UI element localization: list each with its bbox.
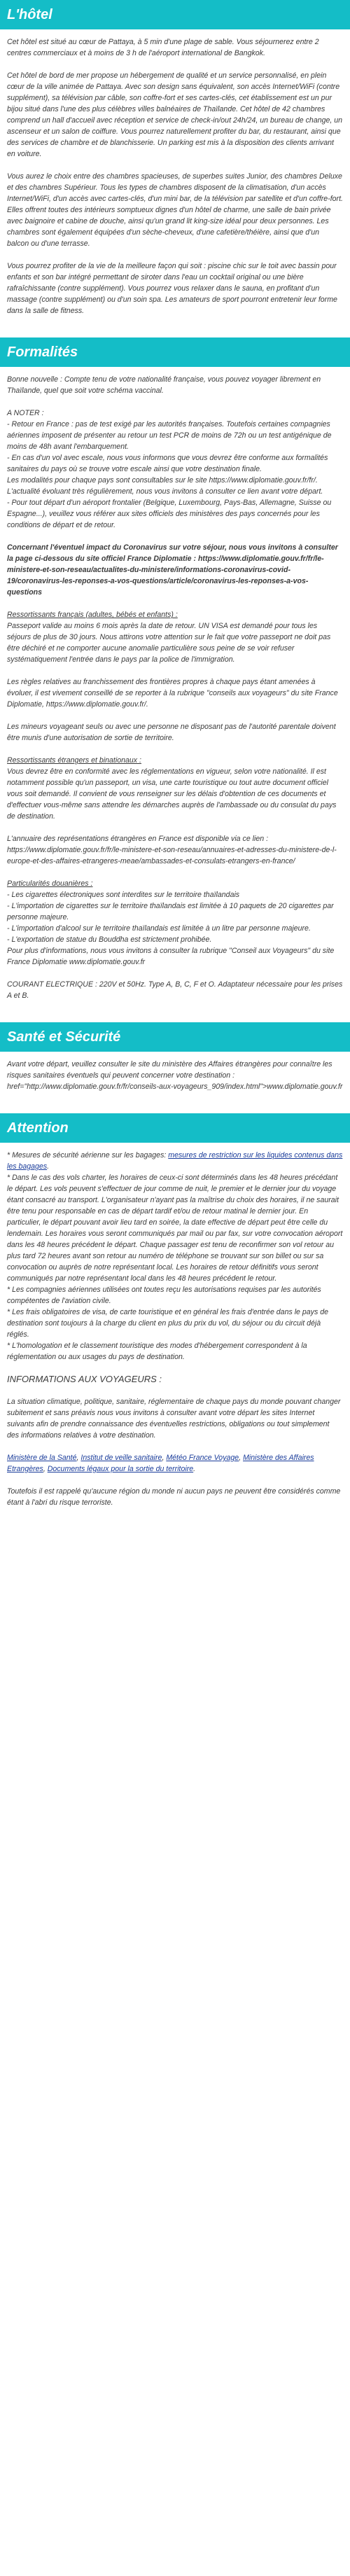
ressortissants-text: Passeport valide au moins 6 mois après la date de retour. UN VISA est demandé pour tous les séjours de plus de 30 jours. Nous attirons votre attention sur le fait que votre passeport ne doit pas être déchiré et ne comporter aucune anomalie particulière sous peine de se voir refuser systématiquement l'entrée dans le pays par la police de l'immigration.	[7, 622, 331, 664]
hotel-paragraph-4: Vous pourrez profiter de la vie de la meilleure façon qui soit : piscine chic sur le toit avec bassin pour enfants et son bar intégré permettant de siroter dans l'eau un cocktail original ou une bière rafraîchissante (contre supplément). Vous pourrez vous relaxer dans le sauna, en profitant d'un massage (contre supplément) ou d'un soin spa. Les amateurs de sport pourront entretenir leur forme dans la salle de fitness.	[7, 262, 337, 315]
sante-text: Avant votre départ, veuillez consulter le site du ministère des Affaires étrangères pour connaître les risques sanitaires éventuels qui peuvent concerner votre destination : href="http://www.diplomatie.gouv.fr/fr/conseils-aux-voyageurs_909/index.html">www.diplomatie.gouv.fr	[7, 1060, 343, 1091]
hotel-title: L'hôtel	[0, 0, 350, 29]
douane-heading: Particularités douanières :	[7, 879, 93, 888]
hotel-body	[0, 29, 350, 337]
hotel-paragraph-3: Vous aurez le choix entre des chambres spacieuses, de superbes suites Junior, des chambres Deluxe et des chambres Supérieur. Tous les types de chambres disposent de la climatisation, d'un accès Internet/WiFi, d'un accès avec cartes-clés, d'un mini bar, de la télévision par satellite et d'un coffre-fort. Elles offrent toutes des intérieurs somptueux dignes d'un hôtel de charme, une salle de bain privée avec baignoire et cabine de douche, ainsi qu'un grand lit king-size idéal pour deux personnes. Les chambres sont également équipées d'un sèche-cheveux, d'une cafetière/théière, ainsi que d'un balcon ou d'une terrasse.	[7, 172, 343, 248]
official-links: Ministère de la Santé, Institut de veille sanitaire, Météo France Voyage, Ministère des Affaires Etrangères, Documents légaux pour la sortie du territoire.	[7, 1454, 314, 1473]
meteo-france-link[interactable]: Météo France Voyage	[166, 1454, 239, 1462]
nota-line: - En cas d'un vol avec escale, nous vous informons que vous devrez être conforme aux formalités sanitaires du pays où se trouve votre escale ainsi que votre destination finale.	[7, 454, 328, 473]
frais-notice: * Les frais obligatoires de visa, de carte touristique et en général les frais d'entrée dans le pays de destination sont toujours à la charge du client en plus du prix du vol, du séjour ou du circuit déjà réglés.	[7, 1308, 328, 1339]
attention-title: Attention	[0, 1113, 350, 1143]
liquides-restriction-link[interactable]: mesures de restriction sur les liquides contenus dans les bagages	[7, 1151, 343, 1171]
attention-section	[0, 1113, 350, 1529]
attention-body	[0, 1143, 350, 1529]
ressortissants-heading: Ressortissants français (adultes, bébés et enfants) :	[7, 611, 178, 619]
formalites-title: Formalités	[0, 337, 350, 367]
bagages-suffix: .	[47, 1162, 50, 1171]
bagages-notice	[7, 1150, 343, 1172]
hotel-section	[0, 0, 350, 337]
terrorisme-notice: Toutefois il est rappelé qu'aucune région du monde ni aucun pays ne peuvent être considérés comme étant à l'abri du risque terroriste.	[7, 1487, 341, 1507]
douane-line: - L'importation d'alcool sur le territoire thaïlandais est limitée à un litre par personne majeure.	[7, 924, 311, 933]
formalites-intro: Bonne nouvelle : Compte tenu de votre nationalité française, vous pouvez voyager librement en Thaïlande, quel que soit votre schéma vaccinal.	[7, 375, 321, 395]
nota-line: - Retour en France : pas de test exigé par les autorités françaises. Toutefois certaines compagnies aériennes imposent de présenter au retour un test PCR de moins de 72h ou un test antigénique de moins de 48h avant l'embarquement.	[7, 420, 332, 451]
hotel-paragraph-2: Cet hôtel de bord de mer propose un hébergement de qualité et un service personnalisé, en plein cœur de la ville animée de Pattaya. Avec son design sans équivalent, son accès Internet/WiFi (contre supplément), sa télévision par câble, son coffre-fort et ses cartes-clés, cet établissement est un pur bijou situé dans l'une des plus célèbres villes balnéaires de Thaïlande. Cet hôtel de 42 chambres comprend un hall d'accueil avec réception et service de check-in/out 24h/24, un bureau de change, un ascenseur et un salon de coiffure. Vous pourrez naturellement profiter du bar, du restaurant, ainsi que des services de chambre et de blanchisserie. Un parking est mis à la disposition des clients arrivant en voiture.	[7, 71, 343, 158]
info-text: La situation climatique, politique, sanitaire, réglementaire de chaque pays du monde pouvant changer subitement et sans préavis nous vous invitons à consulter avant votre départ les sites Internet suivants afin de prendre connaissance des éventuelles restrictions, obligations ou tout simplement des informations relatives à votre destination.	[7, 1398, 341, 1440]
documents-legaux-link[interactable]: Documents légaux pour la sortie du territoire	[47, 1465, 194, 1473]
mineurs-text: Les mineurs voyageant seuls ou avec une personne ne disposant pas de l'autorité parentale doivent être munis d'une autorisation de sortie de territoire.	[7, 723, 336, 742]
douane-line: - L'exportation de statue du Bouddha est strictement prohibée.	[7, 935, 212, 944]
formalites-body	[0, 367, 350, 1022]
affaires-etrangeres-link[interactable]: Ministère des Affaires Etrangères	[7, 1454, 314, 1473]
douane-line: Pour plus d'informations, nous vous invitons à consulter la rubrique "Conseil aux Voyageurs" du site France Diplomatie www.diplomatie.gouv.fr	[7, 947, 335, 966]
bagages-prefix: * Mesures de sécurité aérienne sur les bagages:	[7, 1151, 169, 1160]
nota-line: Les modalités pour chaque pays sont consultables sur le site https://www.diplomatie.gouv.fr/fr/. L'actualité évoluant très régulièrement, nous vous invitons à consulter ce lien avant votre départ.	[7, 476, 323, 496]
compagnies-notice: * Les compagnies aériennes utilisées ont toutes reçu les autorisations requises par les autorités compétentes de l'aviation civile.	[7, 1286, 321, 1305]
sante-ministry-link[interactable]: Ministère de la Santé	[7, 1454, 77, 1462]
veille-sanitaire-link[interactable]: Institut de veille sanitaire	[80, 1454, 162, 1462]
info-heading: INFORMATIONS AUX VOYAGEURS :	[7, 1374, 162, 1384]
homologation-notice: * L'homologation et le classement touristique des modes d'hébergement correspondent à la réglementation ou aux usages du pays de destination.	[7, 1342, 307, 1361]
binationaux-heading: Ressortissants étrangers et binationaux :	[7, 756, 141, 765]
hotel-paragraph-1: Cet hôtel est situé au cœur de Pattaya, à 5 min d'une plage de sable. Vous séjournerez entre 2 centres commerciaux et à moins de 3 h de l'aéroport international de Bangkok.	[7, 38, 319, 57]
douane-line: - L'importation de cigarettes sur le territoire thaïlandais est limitée à 10 paquets de 20 cigarettes par personne majeure.	[7, 902, 334, 921]
regles-text: Les règles relatives au franchissement des frontières propres à chaque pays étant amenées à évoluer, il est vivement conseillé de se reporter à la rubrique "conseils aux voyageurs" du site France Diplomatie, https://www.diplomatie.gouv.fr/.	[7, 678, 338, 709]
douane-line: - Les cigarettes électroniques sont interdites sur le territoire thaïlandais	[7, 891, 240, 899]
nota-line: - Pour tout départ d'un aéroport frontalier (Belgique, Luxembourg, Pays-Bas, Allemagne, Suisse ou Espagne...), veuillez vous référer aux sites officiels des ministères des pays concernés pour les conditions de départ et de retour.	[7, 499, 332, 529]
nota-heading: A NOTER :	[7, 409, 44, 417]
binationaux-text: Vous devrez être en conformité avec les réglementations en vigueur, selon votre nationalité. Il est notamment possible qu'un passeport, un visa, une carte touristique ou tout autre document officiel vous soit demandé. Il convient de vous renseigner sur les délais d'obtention de ces documents et d'effectuer vous-même sans attendre les démarches auprès de l'ambassade ou du consulat du pays de destination.	[7, 767, 337, 821]
sante-section	[0, 1022, 350, 1113]
annuaire-text: L'annuaire des représentations étrangères en France est disponible via ce lien : https://www.diplomatie.gouv.fr/fr/le-ministere-et-son-reseau/annuaires-et-adresses-du-ministere-de-l-europe-et-des-affaires-etrangeres-meae/ambassades-et-consulats-etrangers-en-france/	[7, 835, 337, 865]
sante-title: Santé et Sécurité	[0, 1022, 350, 1052]
formalites-section	[0, 337, 350, 1022]
sante-body	[0, 1052, 350, 1113]
covid-notice: Concernant l'éventuel impact du Coronavirus sur votre séjour, nous vous invitons à consulter la page ci-dessous du site officiel France Diplomatie : https://www.diplomatie.gouv.fr/fr/le-ministere-et-son-reseau/actualites-du-ministere/informations-coronavirus-covid-19/coronavirus-les-reponses-a-vos-questions/article/coronavirus-les-reponses-a-vos-questions	[7, 543, 338, 597]
charter-notice: * Dans le cas des vols charter, les horaires de ceux-ci sont déterminés dans les 48 heures précédant le départ. Les vols peuvent s'effectuer de jour comme de nuit, le premier et le dernier jour du voyage étant consacré au transport. L'organisateur n'ayant pas la maîtrise du choix des horaires, il ne saurait être tenu pour responsable en cas de départ tardif et/ou de retour matinal le dernier jour. En particulier, le départ pouvant avoir lieu tard en soirée, la date effective de départ peut être celle du lendemain. Les horaires vous seront communiqués par mail ou par fax, sur votre convocation aéroport dans les 48 heures précédent le départ. Chaque passager est tenu de reconfirmer son vol retour au plus tard 72 heures avant son retour au numéro de téléphone se trouvant sur son billet ou sur sa convocation ou auprès de notre représentant local. Les horaires de retour définitifs vous seront communiqués par notre représentant local dans les 48 heures précédent le retour.	[7, 1174, 343, 1283]
courant-text: COURANT ELECTRIQUE : 220V et 50Hz. Type A, B, C, F et O. Adaptateur nécessaire pour les prises A et B.	[7, 980, 343, 1000]
